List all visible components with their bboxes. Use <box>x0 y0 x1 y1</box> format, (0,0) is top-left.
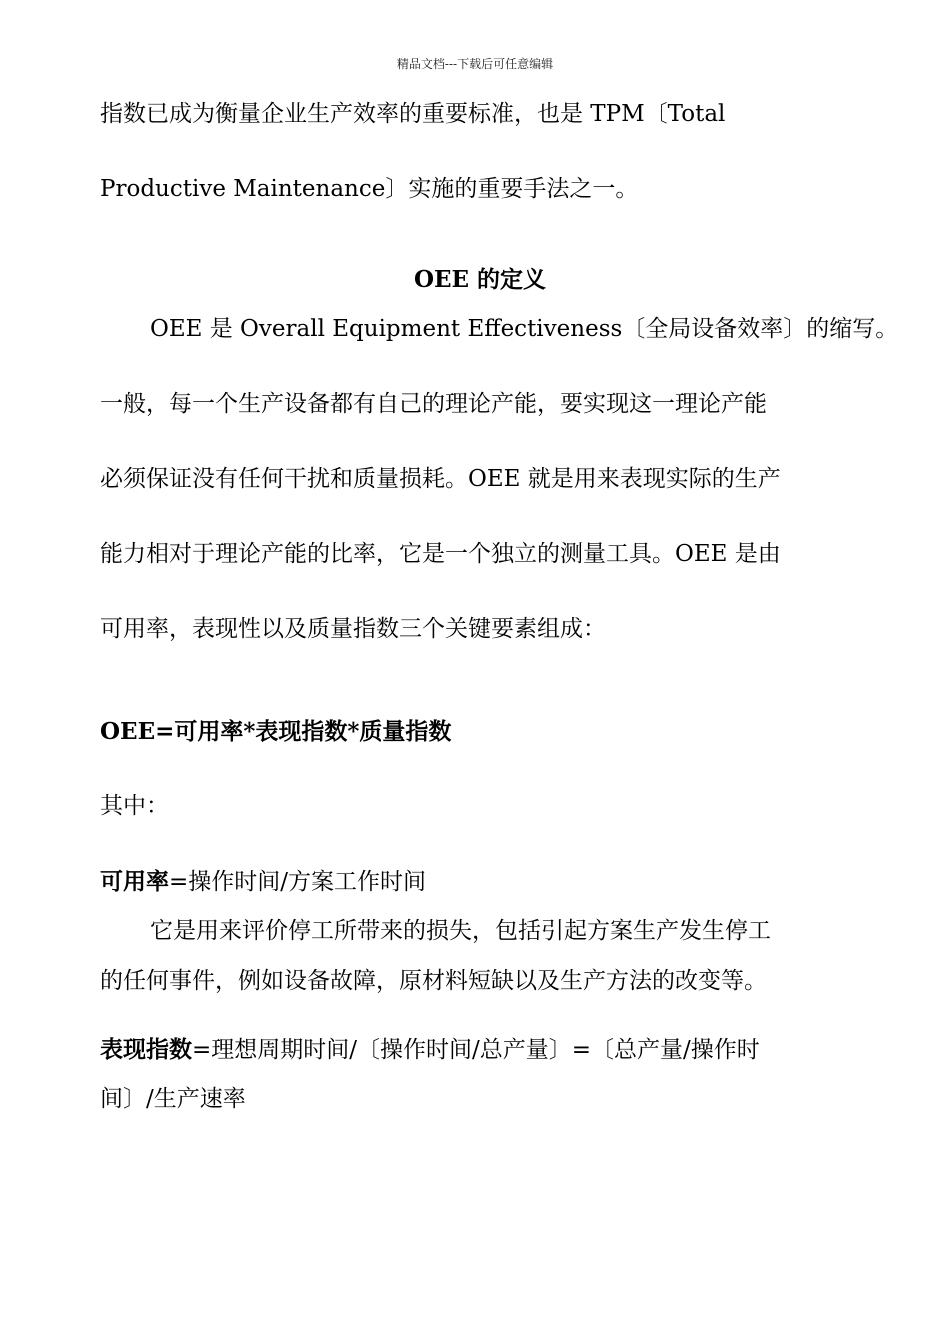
paragraph-line: Productive Maintenance〕实施的重要手法之一。 <box>100 176 639 202</box>
performance-definition <box>100 1036 760 1065</box>
among-label: 其中： <box>100 793 169 819</box>
oee-formula: OEE=可用率*表现指数*质量指数 <box>100 718 452 745</box>
availability-formula: =操作时间/方案工作时间 <box>169 869 427 895</box>
paragraph-line: 它是用来评价停工所带来的损失，包括引起方案生产发生停工 <box>150 918 771 944</box>
paragraph-line: 必须保证没有任何干扰和质量损耗。OEE 就是用来表现实际的生产 <box>100 466 781 492</box>
paragraph-line: OEE 是 Overall Equipment Effectiveness〔全局设备效率〕的缩写。 <box>150 316 899 342</box>
paragraph-line: 间〕/生产速率 <box>100 1086 246 1112</box>
page-header: 精品文档---下载后可任意编辑 <box>396 57 554 71</box>
paragraph-line: 能力相对于理论产能的比率，它是一个独立的测量工具。OEE 是由 <box>100 541 781 567</box>
paragraph-line: 可用率，表现性以及质量指数三个关键要素组成： <box>100 616 606 642</box>
performance-formula: =理想周期时间/〔操作时间/总产量〕=〔总产量/操作时 <box>192 1037 760 1063</box>
section-title: OEE 的定义 <box>413 266 547 293</box>
performance-term: 表现指数 <box>100 1036 192 1063</box>
paragraph-line: 的任何事件，例如设备故障，原材料短缺以及生产方法的改变等。 <box>100 968 767 994</box>
paragraph-line: 指数已成为衡量企业生产效率的重要标准，也是 TPM〔Total <box>100 101 726 127</box>
availability-term: 可用率 <box>100 868 169 895</box>
paragraph-line: 一般，每一个生产设备都有自己的理论产能，要实现这一理论产能 <box>100 391 767 417</box>
availability-definition <box>100 868 426 897</box>
